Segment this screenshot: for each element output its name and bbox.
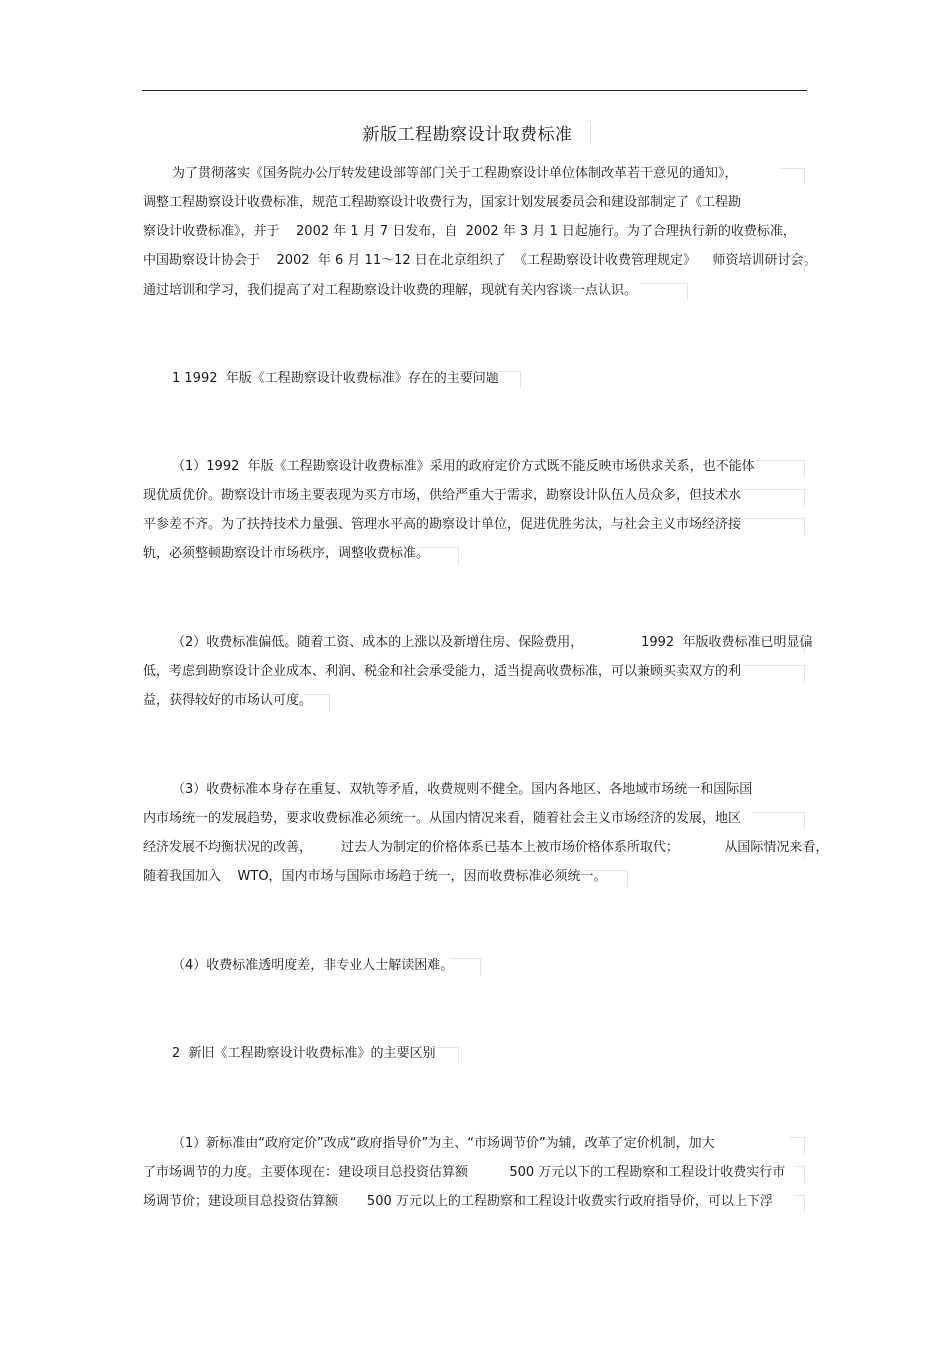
intro-line-4: 中国勘察设计协会于 2002 年 6 月 11～12 日在北京组织了 《工程勘察设计收费管理规定》 师资培训研讨会。 xyxy=(143,253,817,268)
text-box-edge xyxy=(480,371,521,388)
text-box-edge xyxy=(752,812,805,829)
text-box-edge xyxy=(420,547,459,564)
text-box-edge xyxy=(745,489,805,506)
text-box-edge xyxy=(450,958,481,975)
text-box-edge xyxy=(745,518,805,535)
s1-p2-line-2: 低，考虑到勘察设计企业成本、利润、税金和社会承受能力，适当提高收费标准，可以兼顾买卖双方的利 xyxy=(143,664,742,679)
text-box-edge xyxy=(790,255,805,272)
intro-line-3: 察设计收费标准》，并于 2002 年 1 月 7 日发布，自 2002 年 3 月 1 日起施行。为了合理执行新的收费标准， xyxy=(143,224,796,239)
text-box-edge xyxy=(305,694,330,711)
text-box-edge xyxy=(795,1195,805,1212)
s1-p3-line-4: 随着我国加入 WTO，国内市场与国际市场趋于统一，因而收费标准必须统一。 xyxy=(143,869,607,884)
text-box-edge xyxy=(795,636,805,653)
text-box-edge xyxy=(745,665,805,682)
section-1-heading: 1 1992 年版《工程勘察设计收费标准》存在的主要问题 xyxy=(172,371,499,386)
text-box-edge xyxy=(790,1137,805,1154)
s1-p1-line-3: 平参差不齐。为了扶持技术力量强、管理水平高的勘察设计单位，促进优胜劣汰，与社会主义市场经济接 xyxy=(143,517,742,532)
text-box-edge xyxy=(780,168,805,185)
s1-p3-line-2: 内市场统一的发展趋势，要求收费标准必须统一。从国内情况来看，随着社会主义市场经济的发展，地区 xyxy=(143,811,742,826)
intro-line-1: 为了贯彻落实《国务院办公厅转发建设部等部门关于工程勘察设计单位体制改革若干意见的通知》， xyxy=(172,166,738,181)
document-title: 新版工程勘察设计取费标准 xyxy=(362,125,573,145)
text-box-edge xyxy=(585,870,628,887)
s2-p1-line-1: （1）新标准由“政府定价”改成“政府指导价”为主、“市场调节价”为辅，改革了定价机制，加大 xyxy=(172,1136,715,1151)
s1-p2-line-1: （2）收费标准偏低。随着工资、成本的上涨以及新增住房、保险费用， 1992 年版收费标准已明显偏 xyxy=(172,635,813,650)
s1-p3-line-3: 经济发展不均衡状况的改善， 过去人为制定的价格体系已基本上被市场价格体系所取代； 从国际情况来看， xyxy=(143,840,829,855)
text-box-edge xyxy=(588,120,591,143)
s1-p4-line-1: （4）收费标准透明度差，非专业人士解读困难。 xyxy=(172,958,454,973)
s1-p2-line-3: 益，获得较好的市场认可度。 xyxy=(143,693,313,708)
header-rule xyxy=(142,90,807,91)
s1-p1-line-1: （1）1992 年版《工程勘察设计收费标准》采用的政府定价方式既不能反映市场供求关系，也不能体 xyxy=(172,459,755,474)
text-box-edge xyxy=(755,460,805,477)
intro-line-5: 通过培训和学习，我们提高了对工程勘察设计收费的理解，现就有关内容谈一点认识。 xyxy=(143,283,638,298)
text-box-edge xyxy=(640,283,688,300)
section-2-heading: 2 新旧《工程勘察设计收费标准》的主要区别 xyxy=(172,1046,436,1061)
s1-p1-line-4: 轨，必须整顿勘察设计市场秩序，调整收费标准。 xyxy=(143,546,430,561)
text-box-edge xyxy=(430,1047,459,1064)
intro-line-2: 调整工程勘察设计收费标准，规范工程勘察设计收费行为，国家计划发展委员会和建设部制定了《工程勘 xyxy=(143,195,742,210)
s1-p3-line-1: （3）收费标准本身存在重复、双轨等矛盾，收费规则不健全。国内各地区、各地域市场统一和国际国 xyxy=(172,782,753,797)
text-box-edge xyxy=(795,841,805,858)
s2-p1-line-2: 了市场调节的力度。主要体现在：建设项目总投资估算额 500 万元以下的工程勘察和工程设计收费实行市 xyxy=(143,1165,786,1180)
s2-p1-line-3: 场调节价；建设项目总投资估算额 500 万元以上的工程勘察和工程设计收费实行政府指导价，可以上下浮 xyxy=(143,1194,773,1209)
text-box-edge xyxy=(795,1166,805,1183)
s1-p1-line-2: 现优质优价。勘察设计市场主要表现为买方市场，供给严重大于需求，勘察设计队伍人员众多，但技术水 xyxy=(143,488,742,503)
